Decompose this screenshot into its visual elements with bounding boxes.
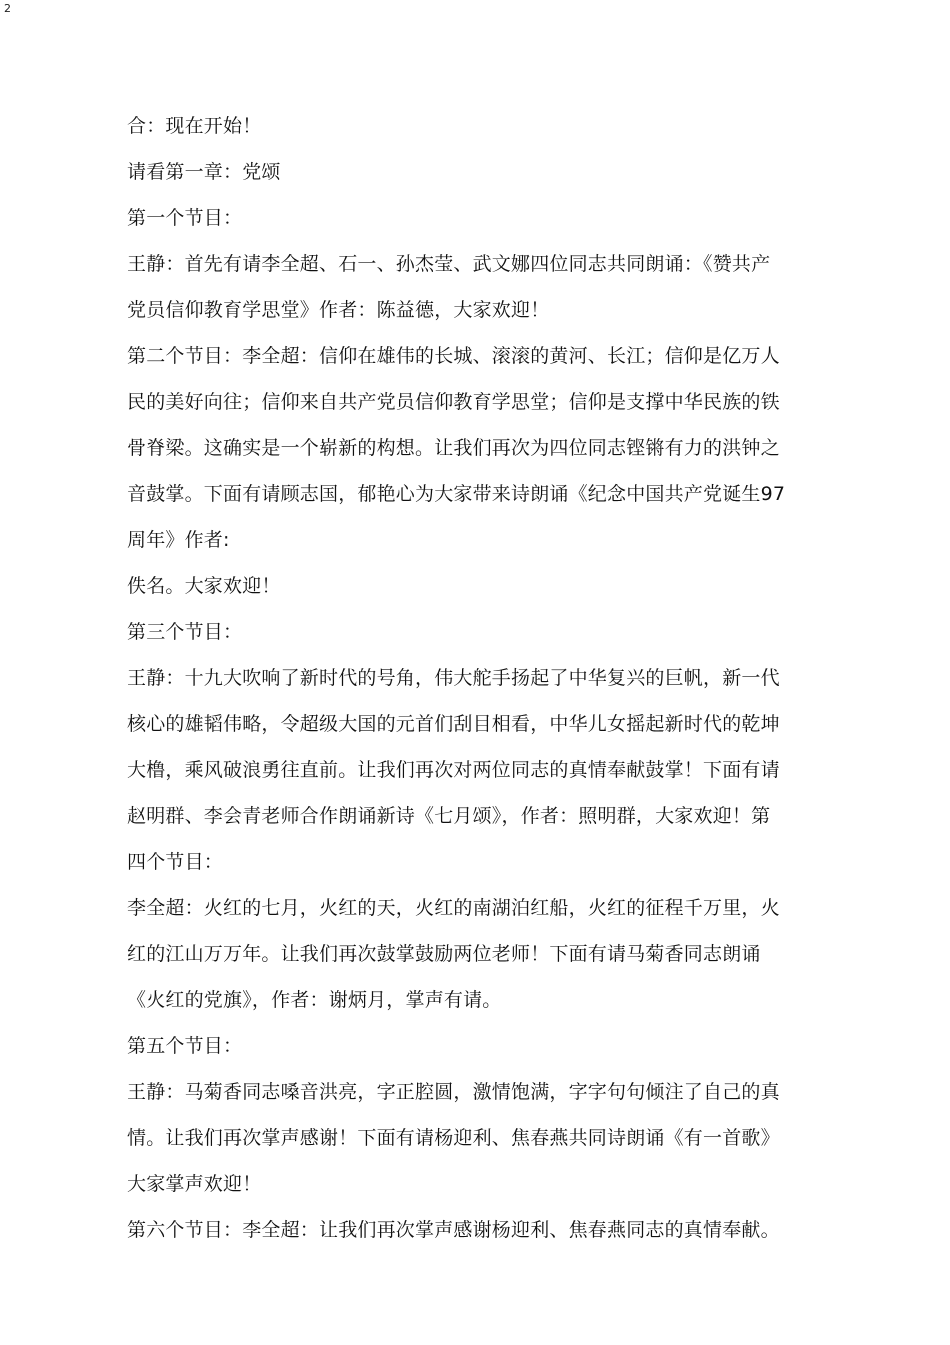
text-line: 红的江山万万年。让我们再次鼓掌鼓励两位老师！下面有请马菊香同志朗诵 xyxy=(127,943,761,965)
text-line: 《火红的党旗》，作者：谢炳月，掌声有请。 xyxy=(127,989,502,1011)
text-line: 周年》作者: xyxy=(127,529,230,551)
text-line: 第六个节目：李全超：让我们再次掌声感谢杨迎利、焦春燕同志的真情奉献。 xyxy=(127,1219,780,1241)
text-line: 核心的雄韬伟略，令超级大国的元首们刮目相看，中华儿女摇起新时代的乾坤 xyxy=(127,713,780,735)
text-line: 骨脊梁。这确实是一个崭新的构想。让我们再次为四位同志铿锵有力的洪钟之 xyxy=(127,437,780,459)
text-line: 情。让我们再次掌声感谢！下面有请杨迎利、焦春燕共同诗朗诵《有一首歌》 xyxy=(127,1127,780,1149)
text-line: 佚名。大家欢迎！ xyxy=(127,575,281,597)
text-line: 第二个节目：李全超：信仰在雄伟的长城、滚滚的黄河、长江；信仰是亿万人 xyxy=(127,345,780,367)
text-line: 大橹，乘风破浪勇往直前。让我们再次对两位同志的真情奉献鼓掌！下面有请 xyxy=(127,759,780,781)
text-line: 李全超：火红的七月，火红的天，火红的南湖泊红船，火红的征程千万里，火 xyxy=(127,897,780,919)
text-line: 第一个节目： xyxy=(127,207,243,229)
text-line: 王静：首先有请李全超、石一、孙杰莹、武文娜四位同志共同朗诵：《赞共产 xyxy=(127,253,771,275)
text-line: 党员信仰教育学思堂》作者：陈益德，大家欢迎！ xyxy=(127,299,550,321)
text-line: 王静：马菊香同志嗓音洪亮，字正腔圆，激情饱满，字字句句倾注了自己的真 xyxy=(127,1081,780,1103)
text-line: 民的美好向往；信仰来自共产党员信仰教育学思堂；信仰是支撑中华民族的铁 xyxy=(127,391,780,413)
document-body xyxy=(127,103,827,1253)
text-line: 合：现在开始！ xyxy=(127,115,262,137)
text-line: 王静：十九大吹响了新时代的号角，伟大舵手扬起了中华复兴的巨帆，新一代 xyxy=(127,667,780,689)
text-line: 大家掌声欢迎！ xyxy=(127,1173,262,1195)
page-number: 2 xyxy=(4,2,11,15)
text-line: 音鼓掌。下面有请顾志国，郁艳心为大家带来诗朗诵《纪念中国共产党诞生97 xyxy=(127,483,786,505)
text-line: 四个节目： xyxy=(127,851,224,873)
text-line: 请看第一章：党颂 xyxy=(127,161,281,183)
text-line: 赵明群、李会青老师合作朗诵新诗《七月颂》，作者：照明群，大家欢迎！第 xyxy=(127,805,771,827)
text-line: 第三个节目： xyxy=(127,621,243,643)
text-line: 第五个节目： xyxy=(127,1035,243,1057)
